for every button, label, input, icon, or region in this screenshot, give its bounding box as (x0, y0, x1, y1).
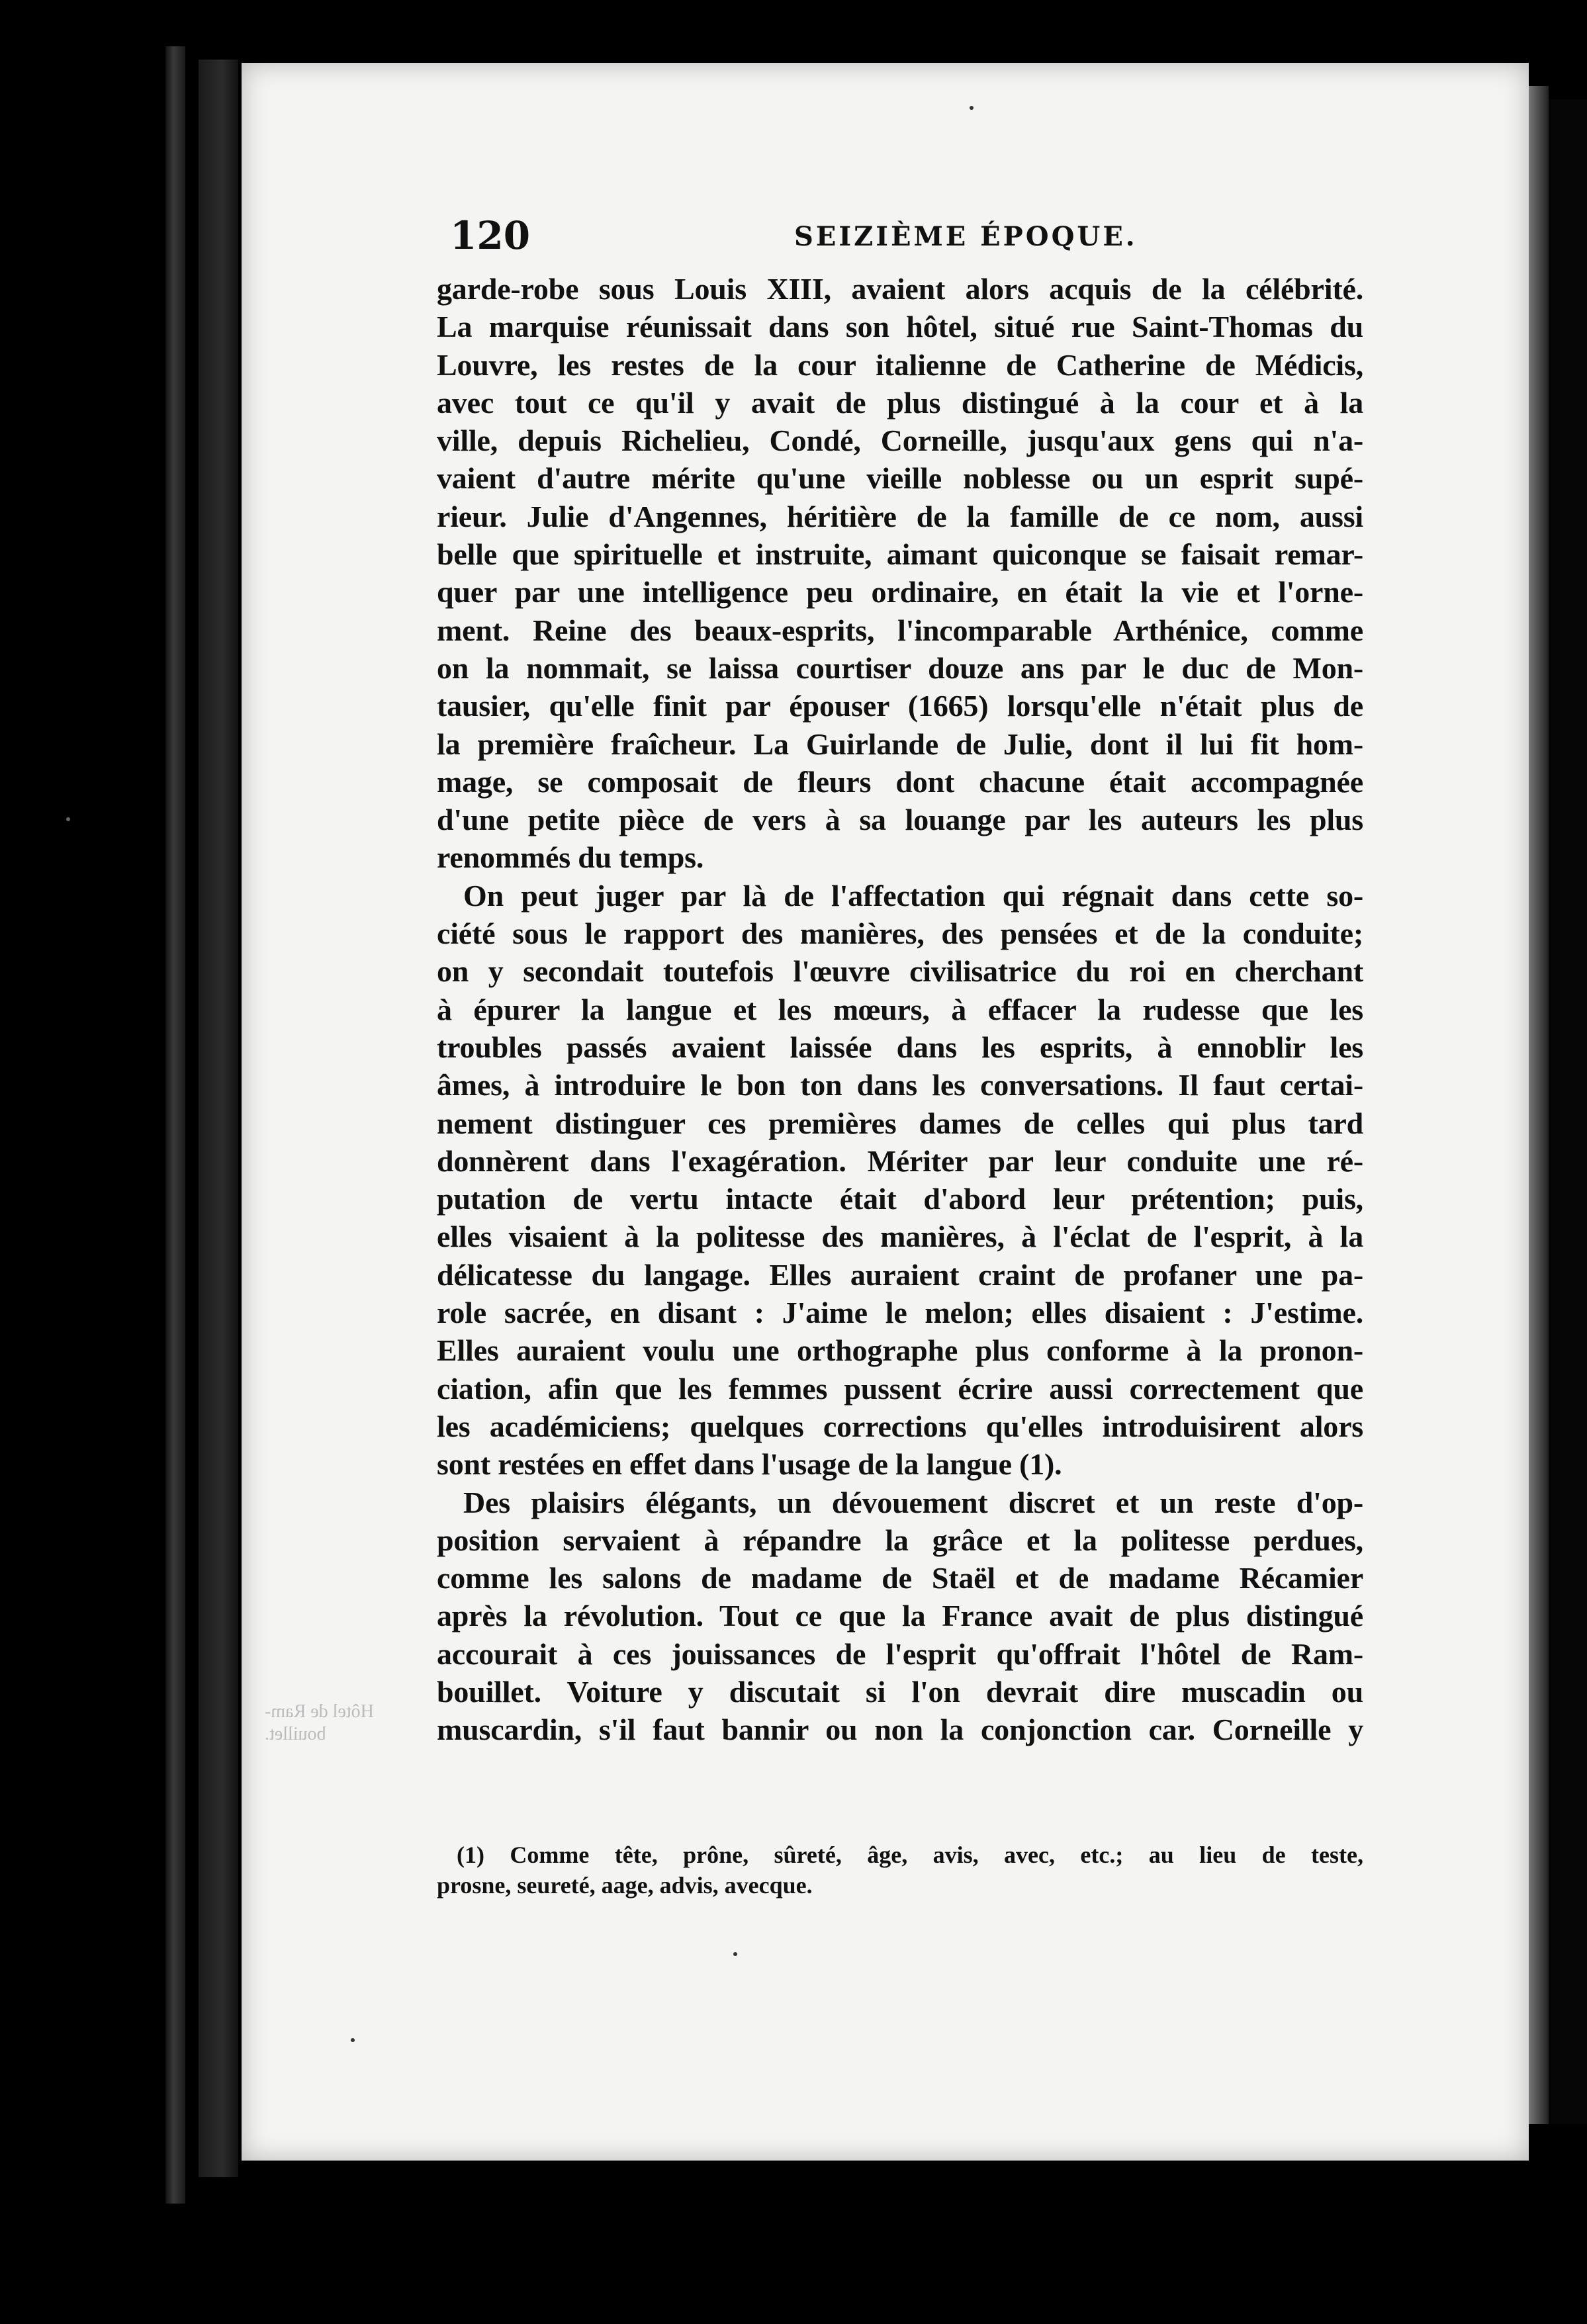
text-line: on y secondait toutefois l'œuvre civilisatrice du roi en cherchant (437, 954, 1363, 989)
text-line: mage, se composait de fleurs dont chacune était accompagnée (437, 764, 1363, 799)
text-line: elles visaient à la politesse des manières, à l'éclat de l'esprit, à la (437, 1220, 1363, 1254)
scan-speck (66, 817, 70, 821)
text-line: ment. Reine des beaux-esprits, l'incomparable Arthénice, comme (437, 613, 1363, 647)
text-line: putation de vertu intacte était d'abord leur prétention; puis, (437, 1182, 1363, 1216)
text-line: donnèrent dans l'exagération. Mériter par leur conduite une ré- (437, 1143, 1363, 1178)
text-line: garde-robe sous Louis XIII, avaient alors acquis de la célébrité. (437, 272, 1363, 306)
footnote-line: prosne, seureté, aage, advis, avecque. (437, 1872, 813, 1899)
footnote-line: (1) Comme tête, prône, sûreté, âge, avis, avec, etc.; au lieu de teste, (457, 1842, 1363, 1868)
running-head: SEIZIÈME ÉPOQUE. (794, 221, 1138, 252)
text-line: rieur. Julie d'Angennes, héritière de la famille de ce nom, aussi (437, 499, 1363, 533)
text-line: tausier, qu'elle finit par épouser (1665) lorsqu'elle n'était plus de (437, 689, 1363, 723)
text-line: La marquise réunissait dans son hôtel, situé rue Saint-Thomas du (437, 310, 1363, 344)
footnote (437, 1840, 1363, 1900)
text-line: Louvre, les restes de la cour italienne de Catherine de Médicis, (437, 347, 1363, 382)
text-line: avec tout ce qu'il y avait de plus distingué à la cour et à la (437, 385, 1363, 420)
text-line: délicatesse du langage. Elles auraient craint de profaner une pa- (437, 1257, 1363, 1292)
text-line: muscardin, s'il faut bannir ou non la conjonction car. Corneille y (437, 1713, 1363, 1747)
text-line: après la révolution. Tout ce que la France avait de plus distingué (437, 1599, 1363, 1633)
text-line: belle que spirituelle et instruite, aimant quiconque se faisait remar- (437, 537, 1363, 572)
text-line: renommés du temps. (437, 840, 704, 875)
text-line: role sacrée, en disant : J'aime le melon; elles disaient : J'estime. (437, 1296, 1363, 1330)
scan-speck (351, 2038, 355, 2042)
text-line: d'une petite pièce de vers à sa louange par les auteurs les plus (437, 803, 1363, 837)
page-header (450, 213, 1377, 259)
text-line: bouillet. Voiture y discutait si l'on devrait dire muscadin ou (437, 1674, 1363, 1709)
book-spine-shadow (199, 60, 238, 2177)
text-line: ciation, afin que les femmes pussent écrire aussi correctement que (437, 1371, 1363, 1406)
text-line: nement distinguer ces premières dames de celles qui plus tard (437, 1106, 1363, 1140)
text-line: accourait à ces jouissances de l'esprit qu'offrait l'hôtel de Ram- (437, 1636, 1363, 1671)
scan-speck (733, 1952, 737, 1956)
book-spine-edge (165, 46, 185, 2204)
text-line: les académiciens; quelques corrections qu'elles introduisirent alors (437, 1409, 1363, 1443)
text-line: Des plaisirs élégants, un dévouement discret et un reste d'op- (463, 1485, 1363, 1519)
text-line: on la nommait, se laissa courtiser douze ans par le duc de Mon- (437, 650, 1363, 685)
text-line: sont restées en effet dans l'usage de la langue (1). (437, 1447, 1062, 1482)
scan-speck (970, 106, 974, 110)
text-line: Elles auraient voulu une orthographe plus conforme à la pronon- (437, 1333, 1363, 1368)
text-line: ville, depuis Richelieu, Condé, Corneille, jusqu'aux gens qui n'a- (437, 424, 1363, 458)
text-line: comme les salons de madame de Staël et de madame Récamier (437, 1561, 1363, 1595)
adjacent-page-edge (1549, 99, 1587, 2124)
text-line: à épurer la langue et les mœurs, à effacer la rudesse que les (437, 992, 1363, 1026)
text-line: On peut juger par là de l'affectation qui régnait dans cette so- (463, 878, 1363, 913)
text-line: position servaient à répandre la grâce et la politesse perdues, (437, 1523, 1363, 1557)
body-text (437, 270, 1363, 1749)
bleed-through-margin-note: Hôtel de Ram- bouillet. (265, 1701, 374, 1744)
text-line: quer par une intelligence peu ordinaire, en était la vie et l'orne- (437, 575, 1363, 609)
text-line: âmes, à introduire le bon ton dans les conversations. Il faut certai- (437, 1068, 1363, 1102)
text-line: troubles passés avaient laissée dans les esprits, à ennoblir les (437, 1030, 1363, 1064)
text-line: ciété sous le rapport des manières, des pensées et de la conduite; (437, 916, 1363, 951)
page-number: 120 (450, 213, 531, 258)
text-line: vaient d'autre mérite qu'une vieille noblesse ou un esprit supé- (437, 461, 1363, 496)
page-edge-right (1529, 86, 1549, 2124)
text-line: la première fraîcheur. La Guirlande de Julie, dont il lui fit hom- (437, 727, 1363, 761)
